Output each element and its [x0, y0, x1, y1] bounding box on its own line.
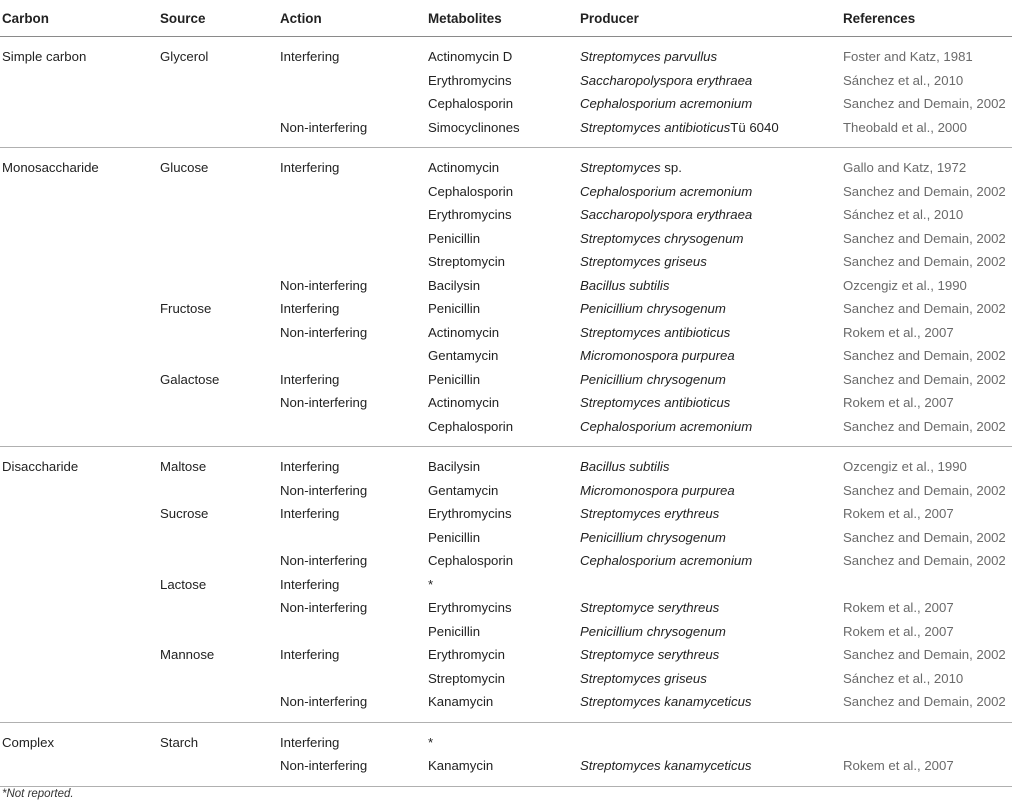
cell-producer [578, 573, 841, 597]
cell-metabolite: Erythromycins [428, 600, 512, 616]
table-row [0, 447, 1012, 479]
cell-producer [578, 722, 841, 754]
producer-name: Streptomyces antibioticus [580, 119, 731, 135]
cell-metabolite: Streptomycin [428, 254, 505, 270]
cell-source [158, 690, 278, 722]
producer-name: Streptomyces erythreus [580, 506, 720, 522]
cell-reference: Sánchez et al., 2010 [843, 670, 964, 686]
cell-producer [578, 620, 841, 644]
producer-name: Streptomyces antibioticus [580, 395, 731, 411]
producer-name: Bacillus subtilis [580, 459, 670, 475]
table-row [0, 415, 1012, 447]
producer-name: Streptomyces chrysogenum [580, 230, 744, 246]
cell-metabolite: Penicillin [428, 623, 481, 639]
cell-carbon [0, 116, 158, 148]
cell-source: Lactose [160, 576, 207, 592]
table-row [0, 69, 1012, 93]
cell-reference: Rokem et al., 2007 [843, 395, 954, 411]
cell-action: Non-interfering [278, 116, 426, 148]
table-row [0, 203, 1012, 227]
header-source: Source [158, 0, 278, 37]
cell-carbon [0, 643, 158, 667]
cell-action: Non-interfering [280, 277, 368, 293]
cell-metabolite: Kanamycin [426, 754, 578, 786]
cell-reference: Sanchez and Demain, 2002 [841, 690, 1012, 722]
producer-name: Streptomyces [580, 160, 661, 176]
cell-carbon: Complex [2, 734, 55, 750]
cell-source [158, 754, 278, 786]
cell-reference: Rokem et al., 2007 [843, 600, 954, 616]
cell-reference: Ozcengiz et al., 1990 [843, 277, 967, 293]
cell-reference: Sanchez and Demain, 2002 [843, 183, 1006, 199]
cell-carbon [0, 526, 158, 550]
cell-action: Non-interfering [280, 553, 368, 569]
cell-carbon [0, 754, 158, 786]
cell-source: Sucrose [160, 506, 209, 522]
cell-carbon [0, 180, 158, 204]
cell-action [278, 620, 426, 644]
cell-carbon [0, 667, 158, 691]
cell-carbon: Monosaccharide [2, 160, 99, 176]
cell-source: Starch [160, 734, 199, 750]
producer-name: Micromonospora purpurea [580, 348, 735, 364]
producer-name: Cephalosporium acremonium [580, 553, 753, 569]
cell-producer [578, 227, 841, 251]
table-row [0, 667, 1012, 691]
cell-producer [578, 391, 841, 415]
cell-carbon [0, 415, 158, 447]
cell-producer [578, 297, 841, 321]
cell-carbon [0, 596, 158, 620]
cell-reference: Rokem et al., 2007 [843, 623, 954, 639]
cell-metabolite: Actinomycin [428, 324, 500, 340]
cell-metabolite: Simocyclinones [426, 116, 578, 148]
producer-name: Streptomyces kanamyceticus [580, 758, 752, 774]
table-row [0, 227, 1012, 251]
producer-name: Streptomyces parvullus [580, 49, 718, 65]
cell-carbon [0, 227, 158, 251]
cell-producer [578, 415, 841, 447]
table-row [0, 321, 1012, 345]
cell-source [158, 116, 278, 148]
cell-metabolite: Actinomycin [428, 395, 500, 411]
cell-producer [578, 92, 841, 116]
cell-reference: Sanchez and Demain, 2002 [841, 415, 1012, 447]
cell-source [158, 321, 278, 345]
cell-reference: Sanchez and Demain, 2002 [843, 348, 1006, 364]
cell-metabolite: Penicillin [428, 230, 481, 246]
table-row [0, 573, 1012, 597]
header-metabolites: Metabolites [426, 0, 578, 37]
cell-producer [578, 69, 841, 93]
cell-producer [578, 549, 841, 573]
cell-carbon [0, 620, 158, 644]
cell-reference: Rokem et al., 2007 [841, 754, 1012, 786]
cell-metabolite: * [428, 734, 434, 750]
cell-action [278, 69, 426, 93]
cell-action: Non-interfering [280, 324, 368, 340]
cell-source [158, 415, 278, 447]
cell-source: Glucose [160, 160, 209, 176]
cell-producer [578, 667, 841, 691]
cell-action: Non-interfering [280, 600, 368, 616]
table-row [0, 250, 1012, 274]
cell-producer [578, 479, 841, 503]
cell-reference: Sanchez and Demain, 2002 [843, 482, 1006, 498]
cell-action [278, 203, 426, 227]
cell-reference: Sanchez and Demain, 2002 [843, 553, 1006, 569]
table-row [0, 148, 1012, 180]
cell-action: Interfering [280, 506, 340, 522]
cell-source [158, 596, 278, 620]
cell-producer [578, 447, 841, 479]
cell-producer [578, 344, 841, 368]
cell-producer [578, 502, 841, 526]
producer-name: Micromonospora purpurea [580, 482, 735, 498]
table-row [0, 297, 1012, 321]
cell-metabolite: Streptomycin [428, 670, 505, 686]
producer-name: Penicillium chrysogenum [580, 529, 726, 545]
cell-source: Glycerol [160, 49, 209, 65]
cell-metabolite: Cephalosporin [426, 415, 578, 447]
cell-reference: Sanchez and Demain, 2002 [843, 647, 1006, 663]
cell-source: Mannose [160, 647, 215, 663]
cell-reference: Sanchez and Demain, 2002 [843, 254, 1006, 270]
cell-carbon [0, 502, 158, 526]
table-row [0, 344, 1012, 368]
cell-action [278, 227, 426, 251]
cell-source [158, 620, 278, 644]
producer-name: Streptomyce serythreus [580, 647, 720, 663]
cell-producer [578, 643, 841, 667]
cell-carbon [0, 274, 158, 298]
cell-source [158, 203, 278, 227]
cell-action: Non-interfering [280, 482, 368, 498]
cell-source: Galactose [160, 371, 220, 387]
producer-name: Streptomyces griseus [580, 254, 707, 270]
cell-source [158, 227, 278, 251]
table-row [0, 502, 1012, 526]
cell-carbon [0, 203, 158, 227]
table-row [0, 620, 1012, 644]
producer-name: Streptomyces kanamyceticus [580, 694, 752, 710]
table-body [0, 37, 1012, 787]
cell-carbon [0, 344, 158, 368]
cell-metabolite: Erythromycins [428, 506, 512, 522]
cell-action: Non-interfering [280, 395, 368, 411]
cell-reference: Sanchez and Demain, 2002 [843, 371, 1006, 387]
table-header [0, 0, 1012, 37]
cell-source [158, 667, 278, 691]
table-row [0, 690, 1012, 722]
table-row [0, 754, 1012, 786]
cell-reference: Sanchez and Demain, 2002 [843, 301, 1006, 317]
cell-metabolite: Actinomycin [428, 160, 500, 176]
producer-name: Streptomyces griseus [580, 670, 707, 686]
cell-producer [578, 250, 841, 274]
cell-action: Non-interfering [278, 690, 426, 722]
cell-producer [578, 526, 841, 550]
table-row [0, 274, 1012, 298]
cell-metabolite: Erythromycin [428, 647, 505, 663]
cell-action: Interfering [280, 49, 340, 65]
table-row [0, 116, 1012, 148]
cell-source [158, 180, 278, 204]
cell-action: Interfering [280, 576, 340, 592]
cell-producer [578, 116, 841, 148]
cell-reference: Sanchez and Demain, 2002 [843, 230, 1006, 246]
cell-producer [578, 596, 841, 620]
table-row [0, 180, 1012, 204]
table-row [0, 722, 1012, 754]
cell-reference: Theobald et al., 2000 [841, 116, 1012, 148]
cell-source [158, 391, 278, 415]
cell-metabolite: Gentamycin [428, 482, 499, 498]
cell-producer [578, 180, 841, 204]
cell-action: Interfering [280, 301, 340, 317]
table-row [0, 596, 1012, 620]
footnote: *Not reported. [2, 788, 74, 800]
cell-action [278, 415, 426, 447]
cell-action [278, 667, 426, 691]
cell-source [158, 250, 278, 274]
cell-producer [578, 274, 841, 298]
cell-carbon [0, 321, 158, 345]
cell-source: Maltose [160, 459, 207, 475]
table-row [0, 526, 1012, 550]
table-row [0, 479, 1012, 503]
producer-suffix: Tü 6040 [730, 119, 779, 135]
cell-action: Interfering [280, 647, 340, 663]
cell-reference: Ozcengiz et al., 1990 [843, 459, 967, 475]
cell-reference: Rokem et al., 2007 [843, 506, 954, 522]
cell-action: Interfering [280, 734, 340, 750]
cell-reference: Sánchez et al., 2010 [843, 72, 964, 88]
cell-metabolite: Erythromycins [428, 72, 512, 88]
table-row [0, 368, 1012, 392]
cell-producer [578, 37, 841, 69]
table-row [0, 643, 1012, 667]
cell-reference: Sanchez and Demain, 2002 [843, 96, 1006, 112]
producer-name: Penicillium chrysogenum [580, 371, 726, 387]
cell-metabolite: Kanamycin [426, 690, 578, 722]
table-row [0, 391, 1012, 415]
producer-suffix: sp. [660, 160, 682, 176]
producer-name: Cephalosporium acremonium [580, 418, 753, 434]
cell-source [158, 92, 278, 116]
header-references: References [841, 0, 1012, 37]
cell-action [278, 92, 426, 116]
cell-producer [578, 203, 841, 227]
cell-action [278, 526, 426, 550]
header-producer: Producer [578, 0, 841, 37]
cell-metabolite: Actinomycin D [428, 49, 513, 65]
cell-metabolite: Gentamycin [428, 348, 499, 364]
producer-name: Cephalosporium acremonium [580, 96, 753, 112]
cell-metabolite: Cephalosporin [428, 553, 514, 569]
cell-source [158, 274, 278, 298]
cell-source [158, 549, 278, 573]
producer-name: Streptomyces antibioticus [580, 324, 731, 340]
cell-carbon [0, 391, 158, 415]
cell-reference: Sanchez and Demain, 2002 [843, 529, 1006, 545]
cell-carbon [0, 479, 158, 503]
cell-source: Fructose [160, 301, 212, 317]
producer-name: Saccharopolyspora erythraea [580, 207, 753, 223]
cell-metabolite: Bacilysin [428, 277, 481, 293]
producer-name: Penicillium chrysogenum [580, 623, 726, 639]
table-row [0, 92, 1012, 116]
cell-producer [578, 690, 841, 722]
cell-carbon: Simple carbon [2, 49, 87, 65]
header-carbon: Carbon [0, 0, 158, 37]
cell-carbon: Disaccharide [2, 459, 79, 475]
cell-action [278, 250, 426, 274]
cell-action: Interfering [280, 371, 340, 387]
cell-metabolite: Cephalosporin [428, 96, 514, 112]
cell-action: Non-interfering [278, 754, 426, 786]
producer-name: Saccharopolyspora erythraea [580, 72, 753, 88]
cell-producer [578, 754, 841, 786]
cell-source [158, 69, 278, 93]
cell-producer [578, 321, 841, 345]
header-action: Action [278, 0, 426, 37]
cell-carbon [0, 69, 158, 93]
producer-name: Streptomyce serythreus [580, 600, 720, 616]
table-row [0, 549, 1012, 573]
cell-reference [841, 722, 1012, 754]
cell-action: Interfering [280, 459, 340, 475]
cell-producer [578, 368, 841, 392]
cell-action [278, 344, 426, 368]
producer-name: Penicillium chrysogenum [580, 301, 726, 317]
cell-metabolite: Penicillin [428, 301, 481, 317]
cell-reference: Gallo and Katz, 1972 [843, 160, 967, 176]
cell-carbon [0, 92, 158, 116]
cell-metabolite: Bacilysin [428, 459, 481, 475]
cell-reference: Foster and Katz, 1981 [843, 49, 973, 65]
cell-metabolite: Penicillin [428, 529, 481, 545]
cell-source [158, 344, 278, 368]
producer-name: Cephalosporium acremonium [580, 183, 753, 199]
producer-name: Bacillus subtilis [580, 277, 670, 293]
header-row [0, 0, 1012, 37]
cell-carbon [0, 250, 158, 274]
cell-source [158, 479, 278, 503]
cell-reference: Sánchez et al., 2010 [843, 207, 964, 223]
cell-reference: Rokem et al., 2007 [843, 324, 954, 340]
cell-metabolite: * [428, 576, 434, 592]
cell-carbon [0, 368, 158, 392]
cell-source [158, 526, 278, 550]
cell-reference [841, 573, 1012, 597]
table-row [0, 37, 1012, 69]
cell-carbon [0, 297, 158, 321]
cell-producer [578, 148, 841, 180]
cell-carbon [0, 549, 158, 573]
cell-action [278, 180, 426, 204]
cell-carbon [0, 573, 158, 597]
cell-action: Interfering [280, 160, 340, 176]
cell-metabolite: Cephalosporin [428, 183, 514, 199]
cell-carbon [0, 690, 158, 722]
cell-metabolite: Penicillin [428, 371, 481, 387]
cell-metabolite: Erythromycins [428, 207, 512, 223]
